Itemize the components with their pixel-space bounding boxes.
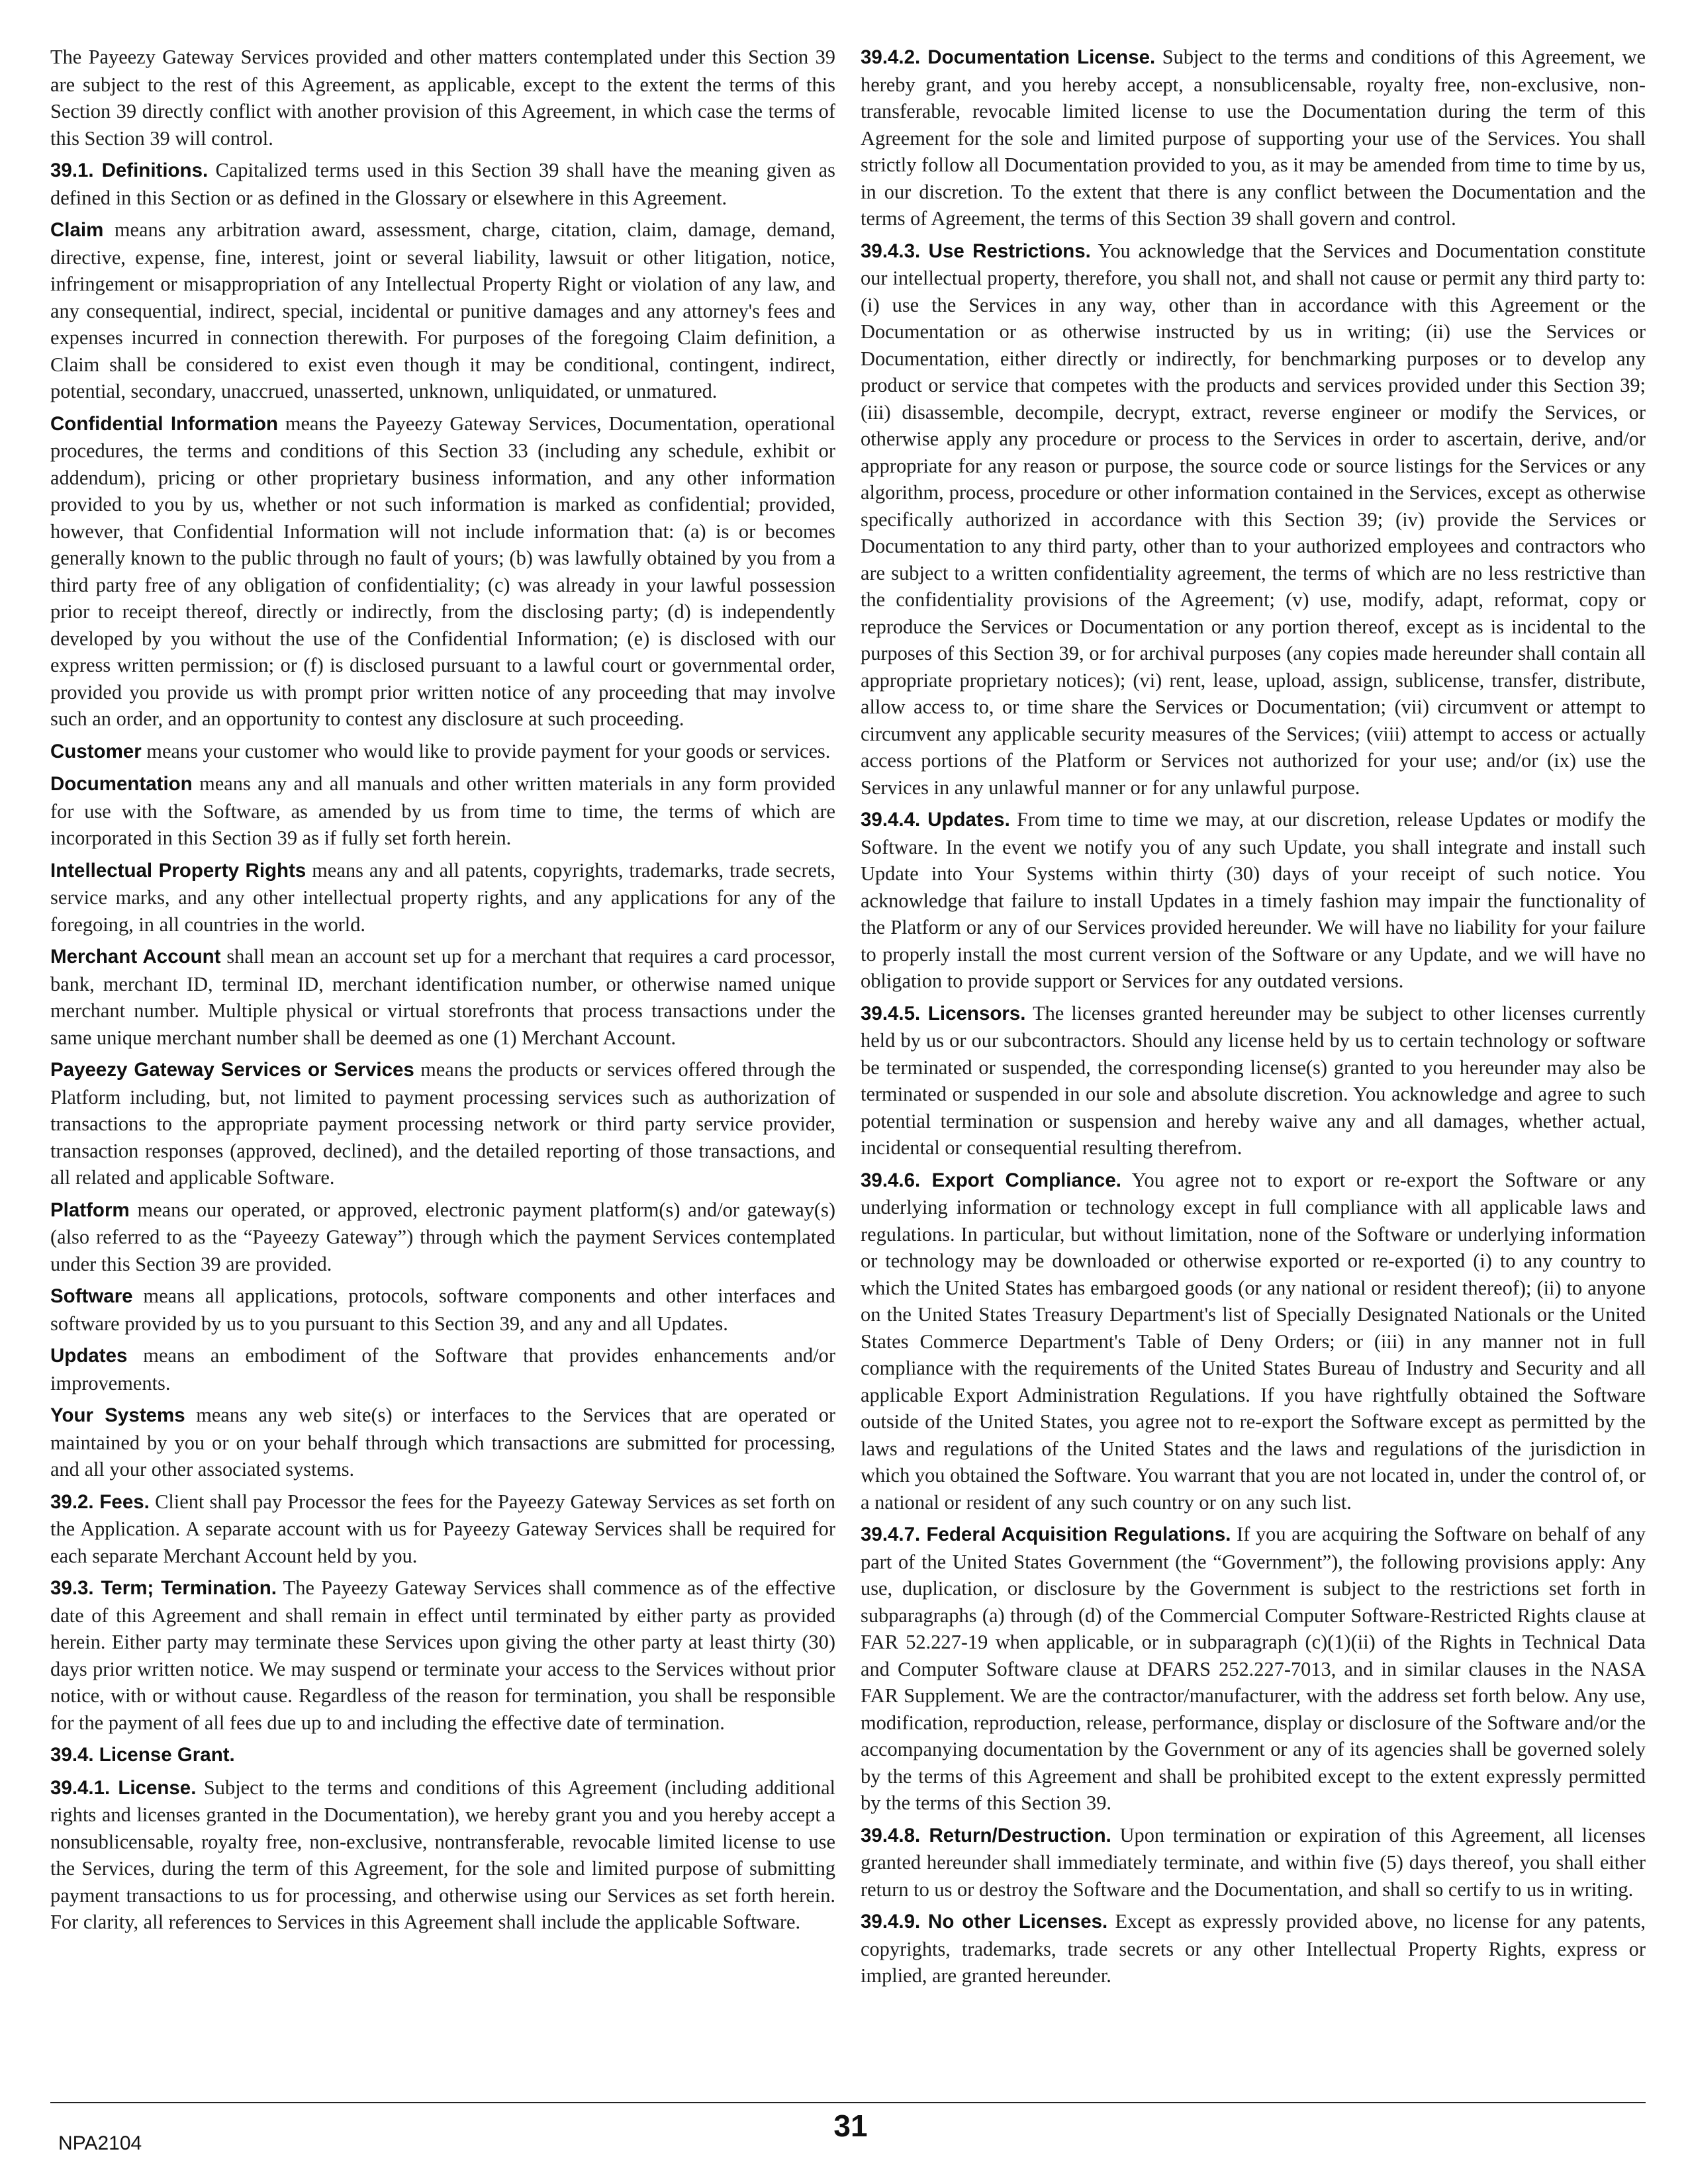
section-license: 39.4.1. License. Subject to the terms and conditions of this Agreement (including additional rights and licenses granted in the Documentation), we hereby grant you and you hereby accept a nonsublicensable, royalty free, non-exclusive, nontransferable, revocable limited license to use the Services, during the term of this Agreement, for the sole and limited purpose of submitting payment transactions to us for processing, and otherwise using our Services as set forth herein. For clarity, all references to Services in this Agreement shall include the applicable Software.: [50, 1776, 835, 1933]
definition-confidential-information: Confidential Information means the Payeezy Gateway Services, Documentation, operational procedures, the terms and conditions of this Section 33 (including any schedule, exhibit or addendum), pricing or other proprietary business information, and any other information provided to you by us, whether or not such information is marked as confidential; provided, however, that Confidential Information will not include information that: (a) is or becomes generally known to the public through no fault of yours; (b) was lawfully obtained by you from a third party free of any obligation of confidentiality; (c) was already in your lawful possession prior to receipt thereof, directly or indirectly, from the disclosing party; (d) is independently developed by you without the use of the Confidential Information; (e) is disclosed with our express written permission; or (f) is disclosed pursuant to a lawful court or governmental order, provided you provide us with prompt prior written notice of any proceeding that may involve such an order, and an opportunity to contest any disclosure at such proceeding.: [50, 412, 835, 730]
definition-updates: Updates means an embodiment of the Software that provides enhancements and/or improvements.: [50, 1344, 835, 1394]
form-code: NPA2104: [58, 2132, 142, 2154]
section-documentation-license: 39.4.2. Documentation License. Subject to the terms and conditions of this Agreement, we hereby grant, and you hereby accept, a nonsublicensable, royalty free, non-exclusive, non-transferable, revocable limited license to use the Documentation during the term of this Agreement for the sole and limited purpose of supporting your use of the Services. You shall strictly follow all Documentation provided to you, as it may be amended from time to time by us, in our discretion. To the extent that there is any conflict between the Documentation and the terms of Agreement, the terms of this Section 39 shall govern and control.: [861, 46, 1646, 230]
definition-intellectual-property-rights: Intellectual Property Rights means any and all patents, copyrights, trademarks, trade secrets, service marks, and any other intellectual property rights, and any applications for any of the foregoing, in all countries in the world.: [50, 858, 835, 936]
section-export-compliance: 39.4.6. Export Compliance. You agree not to export or re-export the Software or any underlying information or technology except in full compliance with all applicable laws and regulations. In particular, but without limitation, none of the Software or underlying information or technology may be downloaded or otherwise exported or re-exported (i) to any country to which the United States has embargoed goods (or any national or resident thereof); (ii) to anyone on the United States Treasury Department's list of Specially Designated Nationals or the United States Commerce Department's Table of Deny Orders; or (iii) in any manner not in full compliance with the requirements of the United States Bureau of Industry and Security and all applicable Export Administration Regulations. If you have rightfully obtained the Software outside of the United States, you agree not to re-export the Software except as permitted by the laws and regulations of the United States and the laws and regulations of the jurisdiction in which you obtained the Software. You warrant that you are not located in, under the control of, or a national or resident of any such country or on any such list.: [861, 1168, 1646, 1514]
section-intro: The Payeezy Gateway Services provided and other matters contemplated under this Section 39 are subject to the rest of this Agreement, as applicable, except to the extent the terms of this Section 39 directly conflict with another provision of this Agreement, in which case the terms of this Section 39 will control.: [50, 46, 835, 150]
section-term-termination: 39.3. Term; Termination. The Payeezy Gateway Services shall commence as of the effective date of this Agreement and shall remain in effect until terminated by either party as provided herein. Either party may terminate these Services upon giving the other party at least thirty (30) days prior written notice. We may suspend or terminate your access to the Services without prior notice, with or without cause. Regardless of the reason for termination, you shall be responsible for the payment of all fees due up to and including the effective date of termination.: [50, 1576, 835, 1734]
page-number: 31: [833, 2109, 868, 2143]
right-column: [861, 44, 1646, 1995]
section-fees: 39.2. Fees. Client shall pay Processor the fees for the Payeezy Gateway Services as set forth on the Application. A separate account with us for Payeezy Gateway Services shall be required for each separate Merchant Account held by you.: [50, 1490, 835, 1567]
definition-documentation: Documentation means any and all manuals and other written materials in any form provided for use with the Software, as amended by us from time to time, the terms of which are incorporated in this Section 39 as if fully set forth herein.: [50, 772, 835, 849]
definition-software: Software means all applications, protocols, software components and other interfaces and software provided by us to you pursuant to this Section 39, and any and all Updates.: [50, 1285, 835, 1335]
section-use-restrictions: 39.4.3. Use Restrictions. You acknowledge that the Services and Documentation constitute our intellectual property, therefore, you shall not, and shall not cause or permit any third party to: (i) use the Services in any way, other than in accordance with this Agreement or the Documentation or as otherwise instructed by us in writing; (ii) use the Services or Documentation, either directly or indirectly, for benchmarking purposes or to develop any product or service that competes with the products and services provided under this Section 39; (iii) disassemble, decompile, decrypt, extract, reverse engineer or modify the Services, or otherwise apply any procedure or process to the Services in order to ascertain, derive, and/or appropriate for any reason or purpose, the source code or source listings for the Services or any algorithm, process, procedure or other information contained in the Services, except as otherwise specifically authorized in accordance with this Section 39; (iv) provide the Services or Documentation to any third party, other than to your authorized employees and contractors who are subject to a written confidentiality agreement, the terms of which are no less restrictive than the confidentiality provisions of the Agreement; (v) use, modify, adapt, reformat, copy or reproduce the Services or Documentation or any portion thereof, except as is incidental to the purposes of this Section 39, or for archival purposes (any copies made hereunder shall contain all appropriate proprietary notices); (vi) rent, lease, upload, assign, sublicense, transfer, distribute, allow access to, or time share the Services or Documentation; (vii) circumvent or attempt to circumvent any applicable security measures of the Services; (viii) attempt to access or actually access portions of the Platform or Services not authorized for your use; and/or (ix) use the Services in any unlawful manner or for any unlawful purpose.: [861, 239, 1646, 799]
definition-platform: Platform means our operated, or approved, electronic payment platform(s) and/or gateway(s) (also referred to as the “Payeezy Gateway”) through which the payment Services contemplated under this Section 39 are provided.: [50, 1198, 835, 1275]
section-license-grant-heading: 39.4. License Grant.: [50, 1744, 235, 1766]
definition-claim: Claim means any arbitration award, assessment, charge, citation, claim, damage, demand, directive, expense, fine, interest, joint or several liability, lawsuit or other litigation, notice, infringement or misappropriation of any Intellectual Property Right or violation of any law, and any consequential, indirect, special, incidental or punitive damages and any attorney's fees and expenses incurred in connection therewith. For purposes of the foregoing Claim definition, a Claim shall be considered to exist even though it may be conditional, contingent, indirect, potential, secondary, unaccrued, unasserted, unknown, unliquidated, or unmatured.: [50, 218, 835, 402]
definitions-heading: 39.1. Definitions. Capitalized terms used in this Section 39 shall have the meaning given as defined in this Section or as defined in the Glossary or elsewhere in this Agreement.: [50, 159, 835, 209]
section-federal-acquisition-regulations: 39.4.7. Federal Acquisition Regulations. If you are acquiring the Software on behalf of any part of the United States Government (the “Government”), the following provisions apply: Any use, duplication, or disclosure by the Government is subject to the restrictions set forth in subparagraphs (a) through (d) of the Commercial Computer Software-Restricted Rights clause at FAR 52.227-19 when applicable, or in subparagraph (c)(1)(ii) of the Rights in Technical Data and Computer Software clause at DFARS 252.227-7013, and in similar clauses in the NASA FAR Supplement. We are the contractor/manufacturer, with the address set forth below. Any use, modification, reproduction, release, performance, display or disclosure of the Software and/or the accompanying documentation by the Government or any of its agencies shall be governed solely by the terms of this Agreement and shall be prohibited except to the extent expressly permitted by the terms of this Section 39.: [861, 1523, 1646, 1814]
definition-your-systems: Your Systems means any web site(s) or interfaces to the Services that are operated or maintained by you or on your behalf through which transactions are submitted for processing, and all your other associated systems.: [50, 1404, 836, 1480]
definition-payeezy-gateway-services: Payeezy Gateway Services or Services means the products or services offered through the Platform including, but, not limited to payment processing services such as authorization of transactions to the appropriate payment processing network or third party service provider, transaction responses (approved, declined), and the detailed reporting of those transactions, and all related and applicable Software.: [50, 1058, 835, 1189]
section-updates: 39.4.4. Updates. From time to time we may, at our discretion, release Updates or modify the Software. In the event we notify you of any such Update, you shall integrate and install such Update into Your Systems within thirty (30) days of your receipt of such notice. You acknowledge that failure to install Updates in a timely fashion may impair the functionality of the Platform or any of our Services provided hereunder. We will have no liability for your failure to properly install the most current version of the Software or any Update, and we will have no obligation to provide support or Services for any outdated versions.: [861, 808, 1646, 992]
definition-customer: Customer means your customer who would like to provide payment for your goods or services.: [50, 739, 831, 762]
definition-merchant-account: Merchant Account shall mean an account set up for a merchant that requires a card processor, bank, merchant ID, terminal ID, merchant identification number, or otherwise named unique merchant number. Multiple physical or virtual storefronts that process transactions under the same unique merchant number shall be deemed as one (1) Merchant Account.: [50, 945, 835, 1049]
left-column: [50, 44, 835, 1941]
section-no-other-licenses: 39.4.9. No other Licenses. Except as expressly provided above, no license for any patents, copyrights, trademarks, trade secrets or any other Intellectual Property Rights, express or implied, are granted hereunder.: [861, 1910, 1646, 1987]
section-return-destruction: 39.4.8. Return/Destruction. Upon termination or expiration of this Agreement, all licenses granted hereunder shall immediately terminate, and within five (5) days thereof, you shall either return to us or destroy the Software and the Documentation, and shall so certify to us in writing.: [861, 1823, 1646, 1901]
footer-divider: [50, 2102, 1646, 2103]
section-licensors: 39.4.5. Licensors. The licenses granted hereunder may be subject to other licenses currently held by us or our subcontractors. Should any license held by us to certain technology or software be terminated or suspended, the corresponding license(s) granted to you hereunder may also be terminated or suspended in our sole and absolute discretion. You acknowledge and agree to such potential termination or suspension and hereby waive any and all damages, whether actual, incidental or consequential resulting therefrom.: [861, 1001, 1646, 1159]
